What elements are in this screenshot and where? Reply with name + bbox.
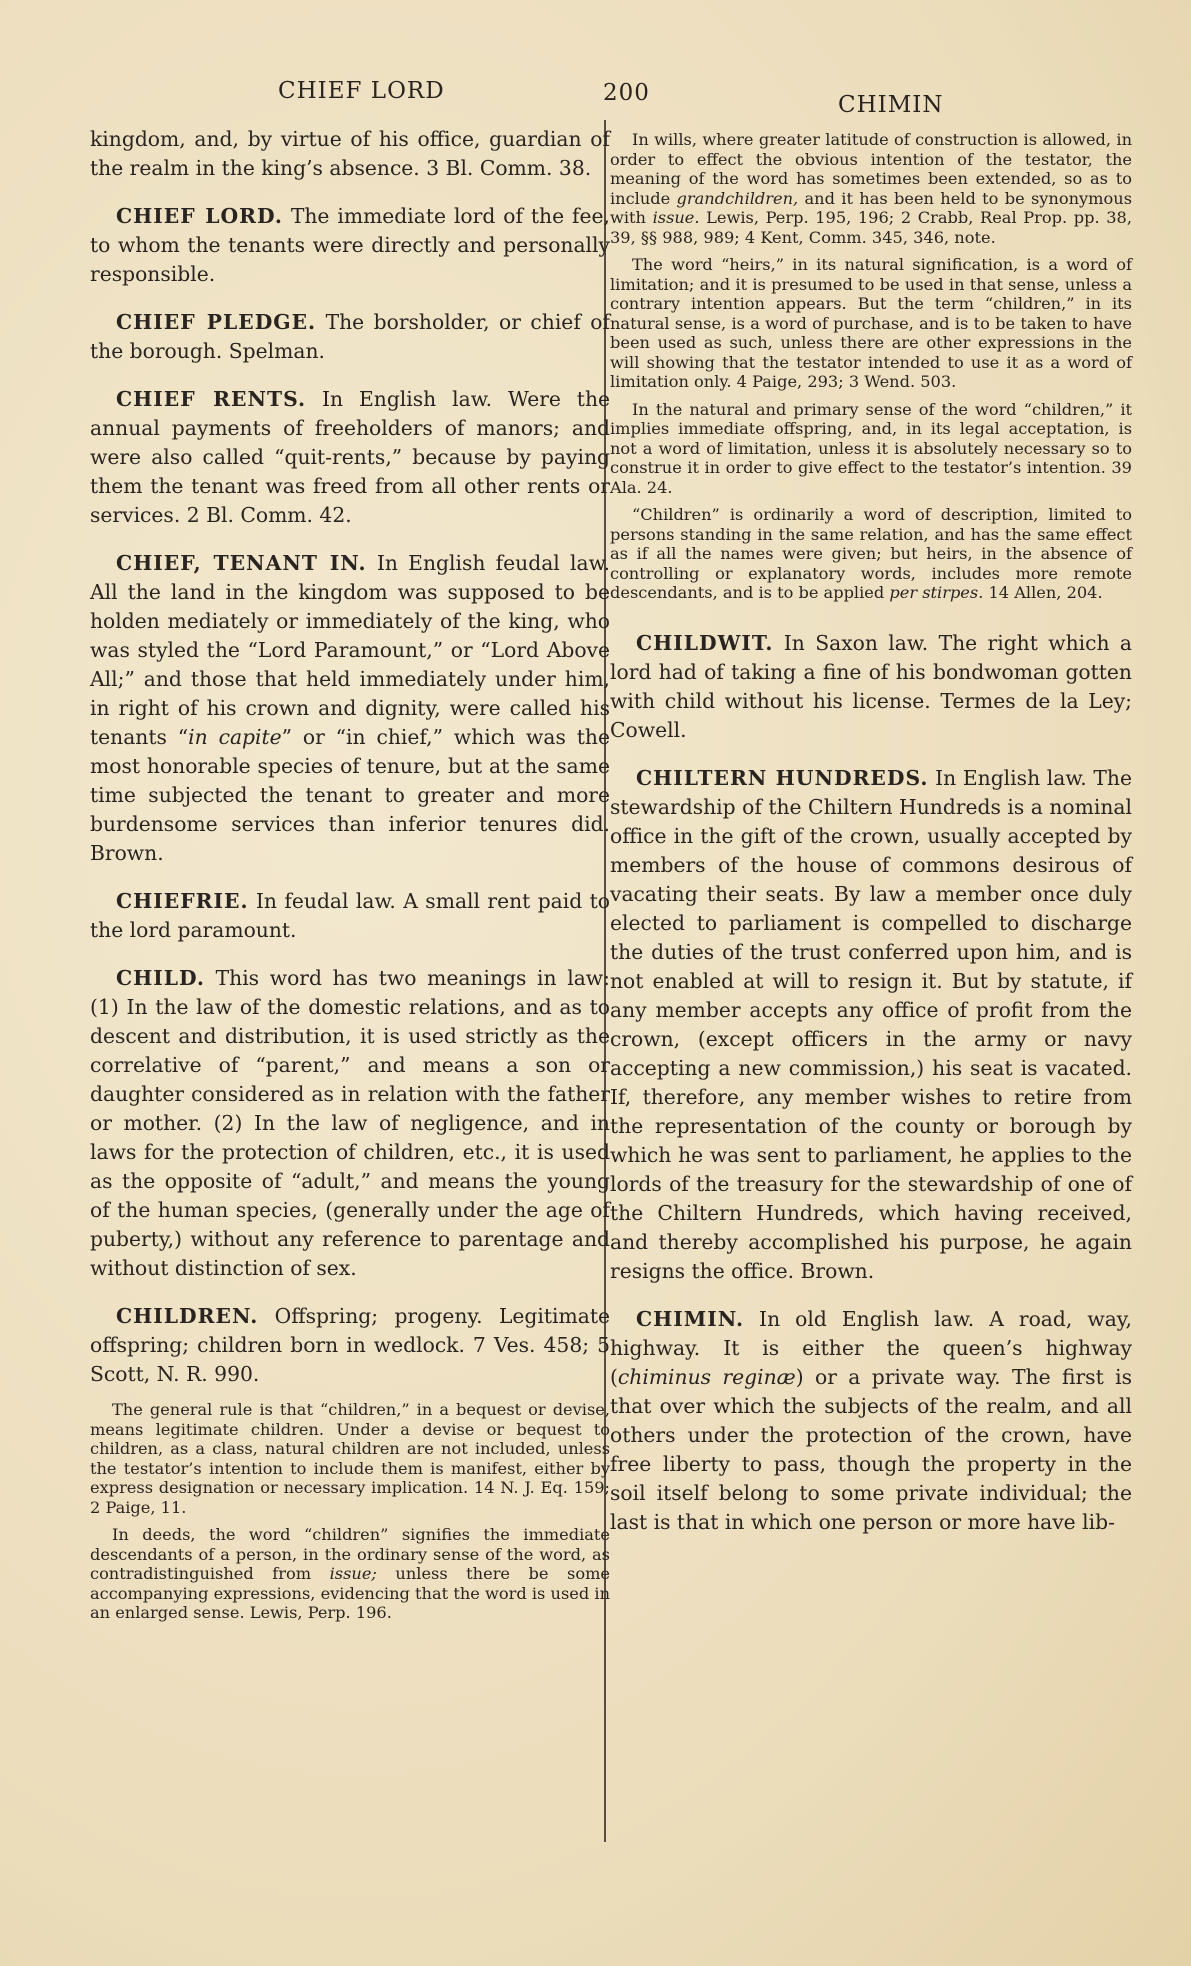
entry-text: Offspring; progeny. Legitimate offspring; children born in wedlock. 7 Ves. 458; 5 Scott, N. R. 990. xyxy=(90,1304,610,1386)
entry-chief-tenant-in xyxy=(90,549,610,868)
italic-term: issue; xyxy=(329,1564,377,1583)
headword: CHIEF RENTS. xyxy=(116,387,307,411)
entry-text: In Saxon law. The right which a lord had of taking a fine of his bondwoman gotten with child without his license. Termes de la Ley; Cowell. xyxy=(610,630,1132,742)
entry-text: In English law. The stewardship of the Chiltern Hundreds is a nominal office in the gift of the crown, usually accepted by members of the house of commons desirous of vacating their seats. By law a member once duly elected to parliament is compelled to discharge the duties of the trust conferred upon him, and is not enabled at will to resign it. But by statute, if any member accepts any office of profit from the crown, (except officers in the army or navy accepting a new commission,) his seat is vacated. If, therefore, any member wishes to retire from the representation of the county or borough by which he was sent to parliament, he applies to the lords of the treasury for the stewardship of one of the Chiltern Hundreds, which having received, and thereby accomplished his purpose, he again resigns the office. Brown. xyxy=(610,765,1132,1283)
entry-text: This word has two meanings in law: (1) In the law of the domestic relations, and as to descent and distribution, it is used strictly as the correlative of “parent,” and means a son or daughter considered as in relation with the father or mother. (2) In the law of negligence, and in laws for the protection of children, etc., it is used as the opposite of “adult,” and means the young of the human species, (generally under the age of puberty,) without any reference to parentage and without distinction of sex. xyxy=(90,966,610,1280)
entry-chief-pledge xyxy=(90,308,610,366)
entry-chief-lord xyxy=(90,202,610,289)
continued-entry-text xyxy=(90,125,610,183)
headword: CHILD. xyxy=(116,966,205,990)
headword: CHIEF, TENANT IN. xyxy=(116,551,367,575)
header-right-guideword: CHIMIN xyxy=(838,92,944,118)
entry-child xyxy=(90,964,610,1283)
entry-chief-rents xyxy=(90,385,610,530)
note-text: Lewis, Perp. 195, 196; 2 Crabb, Real Prop. pp. 38, 39, §§ 988, 989; 4 Kent, Comm. 345, 346, note. xyxy=(610,208,1132,247)
note-text: unless there be some accompanying expressions, evidencing that the word is used in an enlarged sense. Lewis, Perp. 196. xyxy=(90,1564,610,1622)
note-paragraph xyxy=(610,505,1132,603)
entry-children xyxy=(90,1302,610,1389)
italic-term: issue. xyxy=(652,208,700,227)
note-text: In wills, where greater latitude of construction is allowed, in order to effect the obvious intention of the testator, the meaning of the word has sometimes been extended, so as to include xyxy=(610,130,1132,208)
headword: CHILTERN HUNDREDS. xyxy=(636,765,929,790)
entry-text: kingdom, and, by virtue of his office, guardian of the realm in the king’s absence. 3 Bl. Comm. 38. xyxy=(90,127,610,180)
running-header xyxy=(0,74,1191,118)
italic-term: in capite xyxy=(188,725,282,749)
italic-term: per stirpes. xyxy=(889,583,984,602)
note-paragraph: The general rule is that “children,” in a bequest or devise, means legitimate children. Under a devise or bequest to children, as a class, natural children are not included, unless the testator’s intention to include them is manifest, either by express designation or necessary implication. 14 N. J. Eq. 159; 2 Paige, 11. xyxy=(90,1400,610,1517)
left-column xyxy=(90,125,610,1631)
headword: CHIEFRIE. xyxy=(116,889,249,913)
note-paragraph xyxy=(90,1525,610,1623)
italic-term: chiminus reginæ xyxy=(617,1364,796,1389)
headword: CHILDWIT. xyxy=(636,630,774,655)
headword: CHIMIN. xyxy=(636,1306,745,1331)
note-paragraph: The word “heirs,” in its natural signification, is a word of limitation; and it is presumed to be used in that sense, unless a contrary intention appears. But the term “children,” in its natural sense, is a word of purchase, and is to be taken to have been used as such, unless there are other expressions in the will showing that the testator intended to use it as a word of limitation only. 4 Paige, 293; 3 Wend. 503. xyxy=(610,255,1132,391)
entry-text: In old English law. A road, way, highway. It is either the queen’s highway ( xyxy=(610,1306,1132,1389)
italic-term: grandchildren, xyxy=(676,188,799,208)
entry-chiltern-hundreds xyxy=(610,764,1132,1286)
headword: CHIEF PLEDGE. xyxy=(116,310,317,334)
headword: CHILDREN. xyxy=(116,1304,259,1328)
entry-text: The immediate lord of the fee, to whom the tenants were directly and personally responsible. xyxy=(90,204,611,286)
entry-chimin xyxy=(610,1305,1132,1537)
right-column xyxy=(610,130,1132,1556)
entry-text: The borsholder, or chief of the borough. Spelman. xyxy=(90,310,610,363)
note-text: In deeds, the word “children” signifies the immediate descendants of a person, in the ordinary sense of the word, as contradistinguished from xyxy=(90,1525,610,1583)
note-paragraph: In the natural and primary sense of the word “children,” it implies immediate offspring, and, in its legal acceptation, is not a word of limitation, unless it is absolutely necessary so to construe it in order to give effect to the testator’s intention. 39 Ala. 24. xyxy=(610,399,1132,497)
entry-childwit xyxy=(610,629,1132,745)
note-text: 14 Allen, 204. xyxy=(983,583,1103,602)
entry-chiefrie xyxy=(90,887,610,945)
note-text: and it has been held to be synonymous with xyxy=(610,188,1133,227)
entry-text: ) or a private way. The first is that over which the subjects of the realm, and all others under the protection of the crown, have free liberty to pass, though the property in the soil itself belong to some private individual; the last is that in which one person or more have lib- xyxy=(610,1364,1132,1534)
note-text: “Children” is ordinarily a word of description, limited to persons standing in the same relation, and has the same effect as if all the names were given; but heirs, in the absence of controlling or explanatory words, includes more remote descendants, and is to be applied xyxy=(610,505,1132,602)
entry-text: In feudal law. A small rent paid to the lord paramount. xyxy=(90,889,610,942)
entry-text: In English law. Were the annual payments of freeholders of manors; and were also called “quit-rents,” because by paying them the tenant was freed from all other rents or services. 2 Bl. Comm. 42. xyxy=(90,387,611,527)
page-number: 200 xyxy=(603,80,650,106)
header-left-guideword: CHIEF LORD xyxy=(278,78,445,104)
headword: CHIEF LORD. xyxy=(116,204,283,228)
entry-text: ” or “in chief,” which was the most honorable species of tenure, but at the same time subjected the tenant to greater and more burdensome services than inferior tenures did. Brown. xyxy=(90,725,610,865)
note-paragraph xyxy=(610,130,1132,247)
entry-text: In English feudal law. All the land in the kingdom was supposed to be holden mediately or immediately of the king, who was styled the “Lord Paramount,” or “Lord Above All;” and those that held immediately under him, in right of his crown and dignity, were called his tenants “ xyxy=(90,551,610,749)
